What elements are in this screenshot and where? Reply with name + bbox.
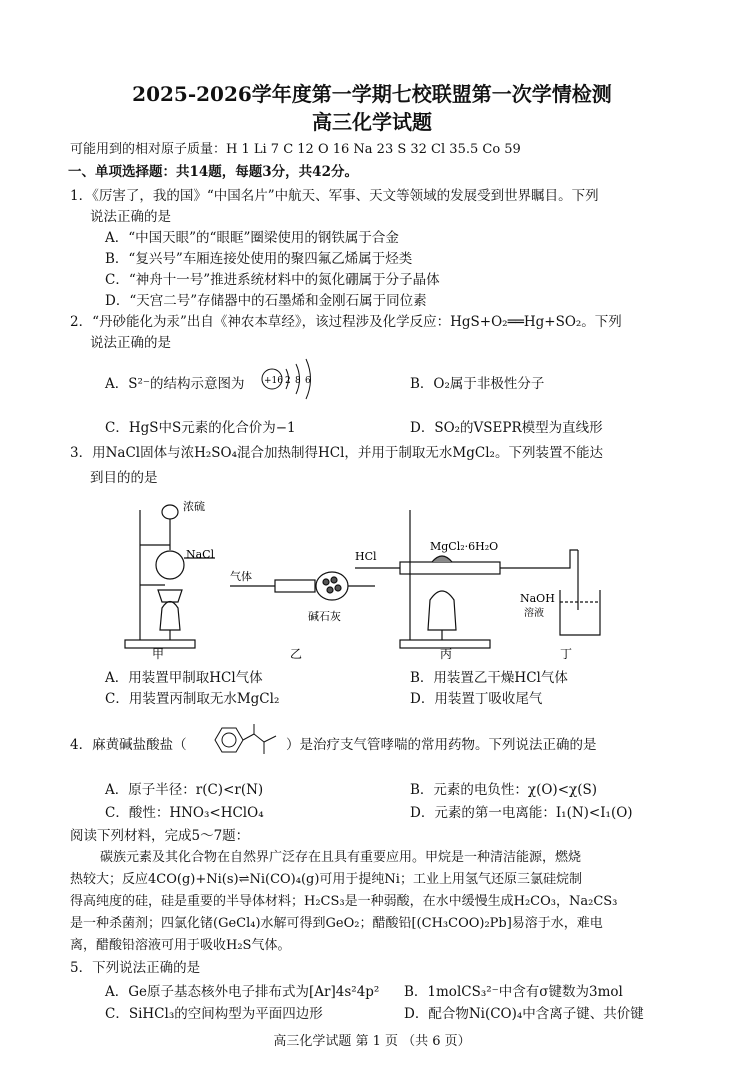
apparatus-diagram (100, 490, 640, 660)
q2-option-a: A．S²⁻的结构示意图为 (105, 376, 245, 392)
q5-stem: 5．下列说法正确的是 (70, 960, 201, 976)
ion-nucleus: +16 (264, 376, 283, 386)
q1-stem-cont: 说法正确的是 (90, 209, 171, 225)
label-jia: 甲 (152, 647, 165, 660)
q1-option-b: B．“复兴号”车厢连接处使用的聚四氟乙烯属于烃类 (105, 251, 413, 267)
q3-option-b: B．用装置乙干燥HCl气体 (410, 670, 568, 686)
label-soda-lime: 碱石灰 (308, 610, 341, 623)
q4-option-b: B．元素的电负性：χ(O)<χ(S) (410, 782, 597, 798)
q2-option-c: C．HgS中S元素的化合价为−1 (105, 420, 296, 436)
ion-shell-3: 6 (305, 376, 311, 386)
exam-title: 2025-2026学年度第一学期七校联盟第一次学情检测 (132, 82, 612, 106)
section-heading: 一、单项选择题：共14题，每题3分，共42分。 (68, 164, 358, 180)
ion-structure-diagram (258, 356, 322, 404)
label-yi: 乙 (290, 647, 303, 660)
ion-shell-2: 8 (295, 376, 301, 386)
q2-stem: 2．“丹砂能化为汞”出自《神农本草经》，该过程涉及化学反应：HgS+O₂══Hg+SO₂。下列 (70, 314, 622, 330)
q3-stem-cont: 到目的的是 (90, 470, 158, 486)
label-conc-acid: 浓硫 (183, 500, 205, 513)
label-mgcl2: MgCl₂·6H₂O (430, 540, 499, 553)
reading-line-4: 是一种杀菌剂；四氯化锗(GeCl₄)水解可得到GeO₂；醋酸铅[(CH₃COO)₂Pb]易溶于水，难电 (70, 916, 603, 931)
reading-line-1: 碳族元素及其化合物在自然界广泛存在且具有重要应用。甲烷是一种清洁能源，燃烧 (100, 850, 582, 865)
q3-option-c: C．用装置丙制取无水MgCl₂ (105, 691, 280, 707)
page-footer: 高三化学试题 第 1 页 （共 6 页） (273, 1034, 471, 1049)
reading-line-3: 得高纯度的硅，硅是重要的半导体材料；H₂CS₃是一种弱酸，在水中缓慢生成H₂CO₃，Na₂CS₃ (70, 894, 618, 909)
q2-stem-cont: 说法正确的是 (90, 335, 171, 351)
q4-option-a: A．原子半径：r(C)<r(N) (105, 782, 264, 798)
q4-stem-post: ）是治疗支气管哮喘的常用药物。下列说法正确的是 (286, 737, 597, 753)
q2-option-b: B．O₂属于非极性分子 (410, 376, 545, 392)
apparatus-bing (355, 510, 520, 648)
q1-stem: 1．《厉害了，我的国》“中国名片”中航天、军事、天文等领域的发展受到世界瞩目。下列 (70, 188, 599, 204)
label-hcl: HCl (355, 550, 377, 563)
q4-option-c: C．酸性：HNO₃<HClO₄ (105, 805, 264, 821)
label-bing: 丙 (440, 647, 453, 660)
q2-option-d: D．SO₂的VSEPR模型为直线形 (410, 420, 603, 436)
reading-line-5: 离，醋酸铅溶液可用于吸收H₂S气体。 (70, 938, 291, 953)
q5-option-b: B．1molCS₃²⁻中含有σ键数为3mol (404, 984, 623, 1000)
q5-option-a: A．Ge原子基态核外电子排布式为[Ar]4s²4p² (105, 984, 380, 1000)
q1-option-a: A．“中国天眼”的“眼眶”圈梁使用的钢铁属于合金 (105, 230, 399, 246)
apparatus-jia (125, 505, 215, 648)
ephedrine-structure (204, 718, 284, 762)
q3-option-d: D．用装置丁吸收尾气 (410, 691, 543, 707)
q4-stem-pre: 4．麻黄碱盐酸盐（ (70, 737, 187, 753)
q3-stem: 3．用NaCl固体与浓H₂SO₄混合加热制得HCl，并用于制取无水MgCl₂。下列装置不能达 (70, 445, 603, 461)
q5-option-c: C．SiHCl₃的空间构型为平面四边形 (105, 1006, 323, 1022)
q3-option-a: A．用装置甲制取HCl气体 (105, 670, 263, 686)
atomic-masses: 可能用到的相对原子质量：H 1 Li 7 C 12 O 16 Na 23 S 32 Cl 35.5 Co 59 (70, 142, 521, 157)
q1-option-c: C．“神舟十一号”推进系统材料中的氮化硼属于分子晶体 (105, 272, 440, 288)
label-solution: 溶液 (524, 608, 544, 619)
q4-option-d: D．元素的第一电离能：I₁(N)<I₁(O) (410, 805, 633, 821)
label-ding: 丁 (560, 647, 573, 660)
exam-subtitle: 高三化学试题 (312, 110, 432, 134)
label-gas: 气体 (230, 570, 252, 583)
ion-shell-1: 2 (285, 376, 291, 386)
reading-line-2: 热较大；反应4CO(g)+Ni(s)⇌Ni(CO)₄(g)可用于提纯Ni；工业上用氢气还原三氯硅烷制 (70, 872, 582, 887)
label-naoh: NaOH (520, 592, 555, 605)
q1-option-d: D．“天宫二号”存储器中的石墨烯和金刚石属于同位素 (105, 293, 427, 309)
reading-intro: 阅读下列材料，完成5～7题： (70, 828, 250, 844)
label-nacl: NaCl (186, 548, 215, 561)
q5-option-d: D．配合物Ni(CO)₄中含离子键、共价键 (404, 1006, 644, 1022)
